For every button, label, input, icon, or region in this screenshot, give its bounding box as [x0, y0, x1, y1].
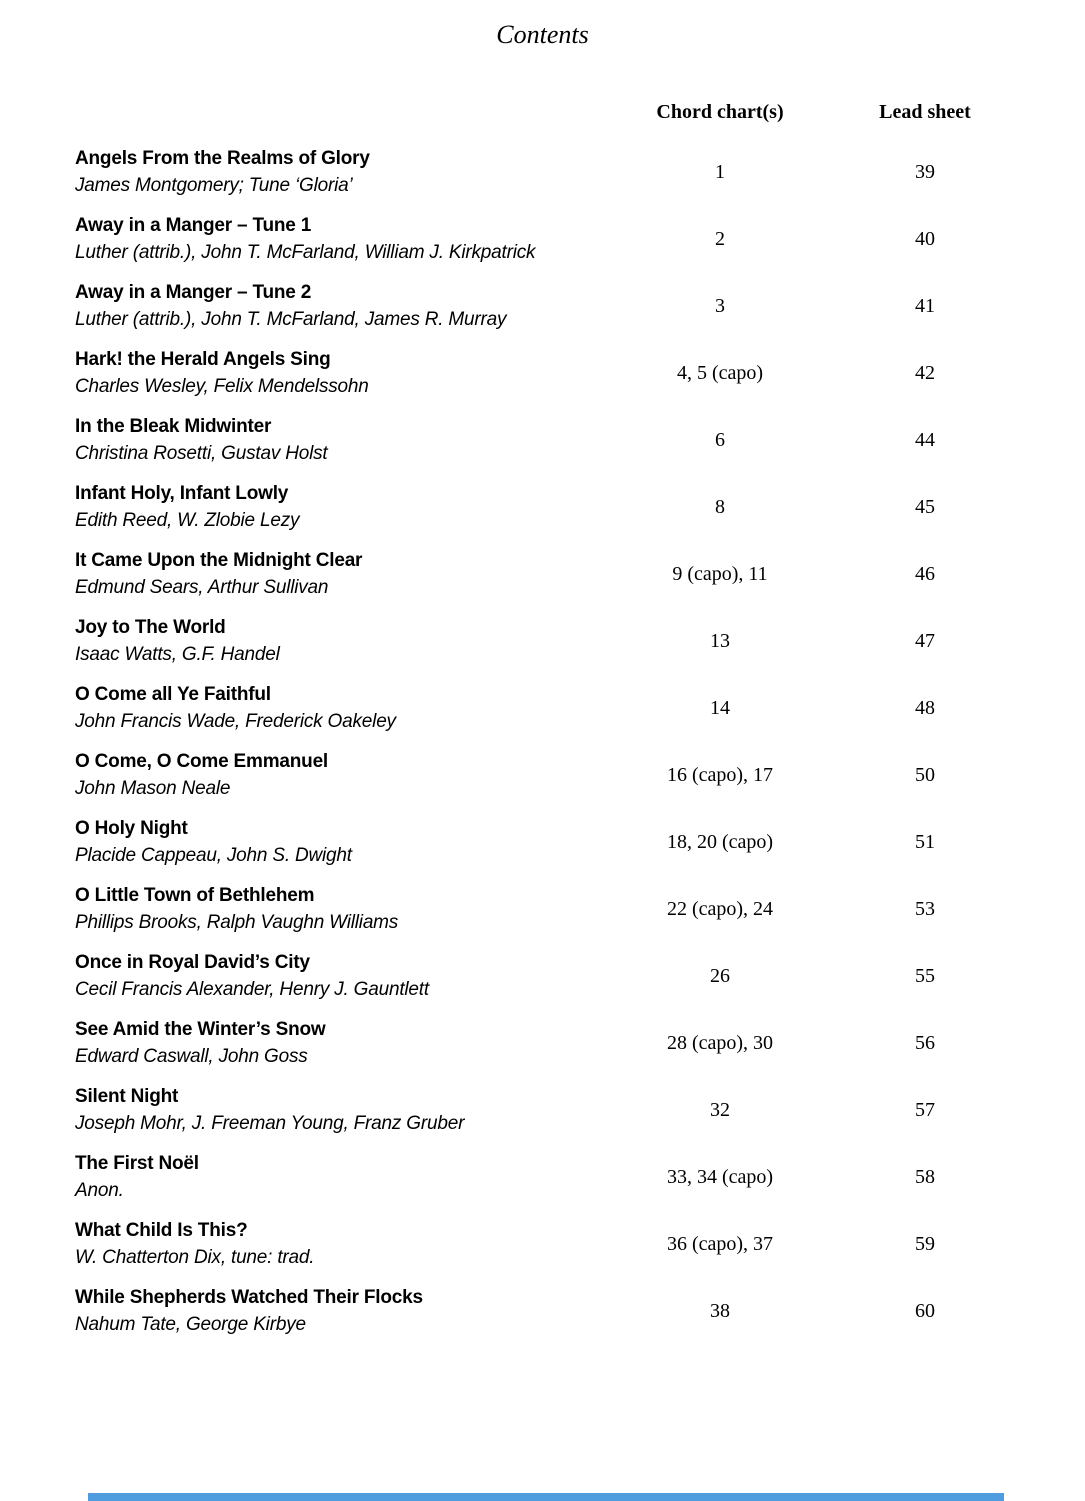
chord-chart-page-number: 14: [710, 696, 730, 719]
chord-chart-page-number: 26: [710, 964, 730, 987]
column-header-chord-charts: Chord chart(s): [656, 101, 784, 123]
song-authors: Edmund Sears, Arthur Sullivan: [75, 577, 329, 598]
toc-entry-song: [75, 279, 620, 333]
toc-entry-song: [75, 1150, 620, 1204]
song-authors: Placide Cappeau, John S. Dwight: [75, 845, 352, 866]
toc-entry-song: [75, 614, 620, 668]
song-title: See Amid the Winter’s Snow: [75, 1019, 326, 1040]
song-title: Once in Royal David’s City: [75, 952, 310, 973]
chord-chart-page-number: 4, 5 (capo): [676, 361, 764, 384]
song-authors: Nahum Tate, George Kirbye: [75, 1314, 306, 1335]
lead-sheet-page-number: 50: [915, 763, 935, 786]
toc-entry-song: [75, 145, 620, 199]
song-authors: John Mason Neale: [75, 778, 231, 799]
song-title: O Come, O Come Emmanuel: [75, 751, 329, 772]
song-title: The First Noël: [75, 1153, 199, 1174]
song-title: Angels From the Realms of Glory: [75, 148, 370, 169]
song-title: O Holy Night: [75, 818, 188, 839]
chord-chart-page-number: 28 (capo), 30: [666, 1031, 774, 1054]
lead-sheet-page-number: 42: [915, 361, 935, 384]
toc-entry-song: [75, 1284, 620, 1338]
chord-chart-page-number: 16 (capo), 17: [666, 763, 774, 786]
song-authors: W. Chatterton Dix, tune: trad.: [75, 1247, 315, 1268]
song-title: Joy to The World: [75, 617, 226, 638]
song-authors: Joseph Mohr, J. Freeman Young, Franz Gruber: [75, 1113, 465, 1134]
song-authors: Cecil Francis Alexander, Henry J. Gauntlett: [75, 979, 429, 1000]
header-spacer: [75, 100, 620, 124]
toc-entry-song: [75, 1016, 620, 1070]
toc-entry-song: [75, 1083, 620, 1137]
toc-entry-song: [75, 212, 620, 266]
toc-rows: [75, 145, 1085, 1338]
song-title: Away in a Manger – Tune 2: [75, 282, 312, 303]
lead-sheet-page-number: 60: [915, 1299, 935, 1322]
chord-chart-page-number: 3: [715, 294, 725, 317]
song-authors: Anon.: [75, 1180, 124, 1201]
lead-sheet-page-number: 46: [915, 562, 935, 585]
chord-chart-page-number: 13: [710, 629, 730, 652]
song-authors: Edward Caswall, John Goss: [75, 1046, 308, 1067]
toc-entry-song: [75, 547, 620, 601]
song-authors: Luther (attrib.), John T. McFarland, William J. Kirkpatrick: [75, 242, 536, 263]
lead-sheet-page-number: 40: [915, 227, 935, 250]
toc-entry-song: [75, 480, 620, 534]
chord-chart-page-number: 6: [715, 428, 725, 451]
toc-entry-song: [75, 748, 620, 802]
lead-sheet-page-number: 48: [915, 696, 935, 719]
chord-chart-page-number: 2: [715, 227, 725, 250]
bottom-blue-bar[interactable]: [88, 1493, 1004, 1501]
song-title: Away in a Manger – Tune 1: [75, 215, 312, 236]
song-authors: Luther (attrib.), John T. McFarland, James R. Murray: [75, 309, 507, 330]
toc-entry-song: [75, 949, 620, 1003]
page-title: Contents: [496, 20, 589, 49]
song-authors: James Montgomery; Tune ‘Gloria’: [75, 175, 353, 196]
song-title: O Little Town of Bethlehem: [75, 885, 315, 906]
toc-entry-song: [75, 1217, 620, 1271]
song-title: Hark! the Herald Angels Sing: [75, 349, 331, 370]
lead-sheet-page-number: 56: [915, 1031, 935, 1054]
song-authors: Charles Wesley, Felix Mendelssohn: [75, 376, 369, 397]
lead-sheet-page-number: 51: [915, 830, 935, 853]
chord-chart-page-number: 38: [710, 1299, 730, 1322]
song-title: O Come all Ye Faithful: [75, 684, 271, 705]
chord-chart-page-number: 9 (capo), 11: [672, 562, 768, 585]
lead-sheet-page-number: 53: [915, 897, 935, 920]
song-title: In the Bleak Midwinter: [75, 416, 272, 437]
lead-sheet-page-number: 59: [915, 1232, 935, 1255]
toc-entry-song: [75, 413, 620, 467]
song-title: Infant Holy, Infant Lowly: [75, 483, 289, 504]
lead-sheet-page-number: 41: [915, 294, 935, 317]
chord-chart-page-number: 18, 20 (capo): [666, 830, 774, 853]
chord-chart-page-number: 36 (capo), 37: [666, 1232, 774, 1255]
chord-chart-page-number: 22 (capo), 24: [666, 897, 774, 920]
toc-entry-song: [75, 346, 620, 400]
lead-sheet-page-number: 39: [915, 160, 935, 183]
song-title: What Child Is This?: [75, 1220, 248, 1241]
song-title: Silent Night: [75, 1086, 179, 1107]
toc-entry-song: [75, 882, 620, 936]
chord-chart-page-number: 1: [715, 160, 725, 183]
song-title: It Came Upon the Midnight Clear: [75, 550, 363, 571]
lead-sheet-page-number: 45: [915, 495, 935, 518]
toc-header-row: [75, 100, 1085, 124]
song-authors: Edith Reed, W. Zlobie Lezy: [75, 510, 300, 531]
toc-entry-song: [75, 681, 620, 735]
chord-chart-page-number: 33, 34 (capo): [666, 1165, 774, 1188]
chord-chart-page-number: 32: [710, 1098, 730, 1121]
lead-sheet-page-number: 58: [915, 1165, 935, 1188]
column-header-lead-sheet: Lead sheet: [879, 101, 971, 123]
toc-entry-song: [75, 815, 620, 869]
lead-sheet-page-number: 44: [915, 428, 935, 451]
song-authors: John Francis Wade, Frederick Oakeley: [75, 711, 396, 732]
song-authors: Christina Rosetti, Gustav Holst: [75, 443, 328, 464]
song-title: While Shepherds Watched Their Flocks: [75, 1287, 423, 1308]
song-authors: Isaac Watts, G.F. Handel: [75, 644, 280, 665]
lead-sheet-page-number: 55: [915, 964, 935, 987]
lead-sheet-page-number: 47: [915, 629, 935, 652]
lead-sheet-page-number: 57: [915, 1098, 935, 1121]
song-authors: Phillips Brooks, Ralph Vaughn Williams: [75, 912, 399, 933]
chord-chart-page-number: 8: [715, 495, 725, 518]
